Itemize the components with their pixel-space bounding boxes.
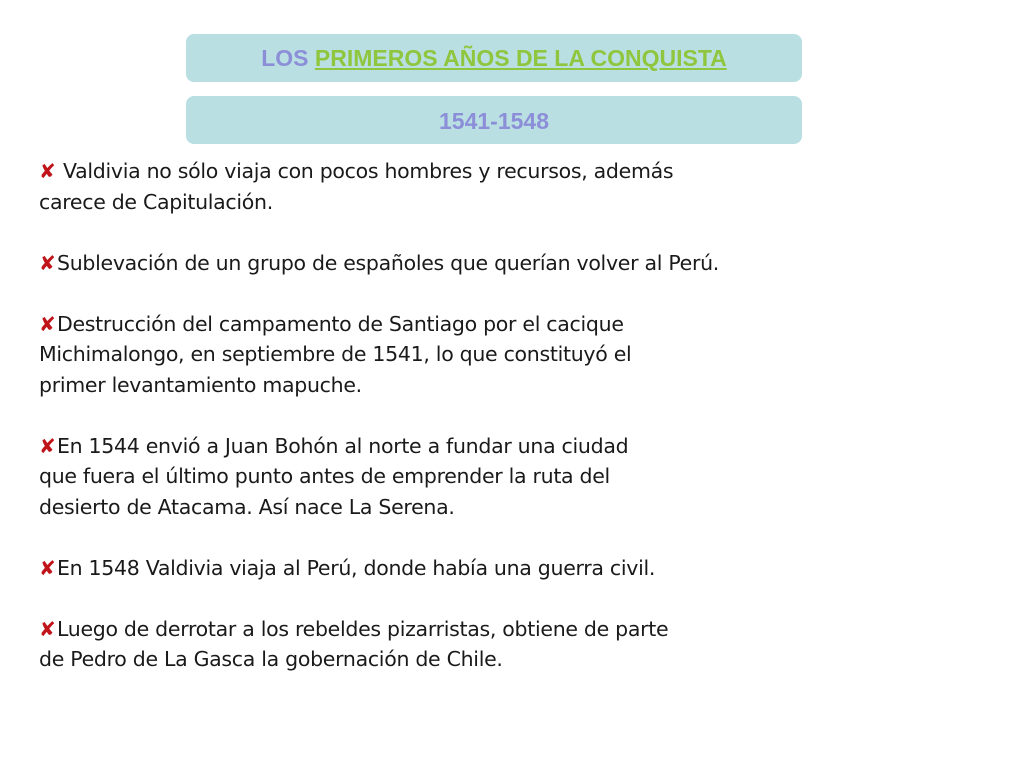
list-item: [39, 614, 939, 675]
x-mark-icon: ✘: [39, 311, 56, 336]
x-mark-icon: ✘: [39, 159, 56, 183]
x-mark-icon: ✘: [39, 433, 56, 458]
years-box: [186, 96, 802, 144]
list-line: En 1544 envió a Juan Bohón al norte a fundar una ciudad: [57, 433, 629, 458]
x-mark-icon: ✘: [39, 250, 56, 275]
list-item: [39, 248, 939, 279]
list-item: [39, 156, 939, 217]
list-line: Sublevación de un grupo de españoles que querían volver al Perú.: [57, 250, 719, 275]
list-line: de Pedro de La Gasca la gobernación de Chile.: [39, 647, 503, 671]
title-box: [186, 34, 802, 82]
list-item: [39, 309, 939, 401]
x-mark-icon: ✘: [39, 555, 56, 580]
list-line: carece de Capitulación.: [39, 189, 273, 214]
list-line: que fuera el último punto antes de emprender la ruta del: [39, 464, 610, 488]
years-label: 1541-1548: [439, 108, 549, 134]
list-item: [39, 431, 939, 523]
list-line: Luego de derrotar a los rebeldes pizarristas, obtiene de parte: [57, 616, 669, 641]
title-link[interactable]: PRIMEROS AÑOS DE LA CONQUISTA: [314, 45, 727, 71]
list-item: [39, 553, 939, 584]
list-line: Destrucción del campamento de Santiago por el cacique: [57, 311, 624, 336]
list-line: Michimalongo, en septiembre de 1541, lo que constituyó el: [39, 342, 632, 366]
bullet-list: [39, 156, 939, 705]
list-line: primer levantamiento mapuche.: [39, 372, 362, 397]
list-line: Valdivia no sólo viaja con pocos hombres y recursos, además: [63, 159, 674, 183]
list-line: desierto de Atacama. Así nace La Serena.: [39, 494, 455, 519]
title-prefix: LOS: [261, 45, 315, 71]
list-line: En 1548 Valdivia viaja al Perú, donde había una guerra civil.: [57, 555, 656, 580]
x-mark-icon: ✘: [39, 616, 56, 641]
